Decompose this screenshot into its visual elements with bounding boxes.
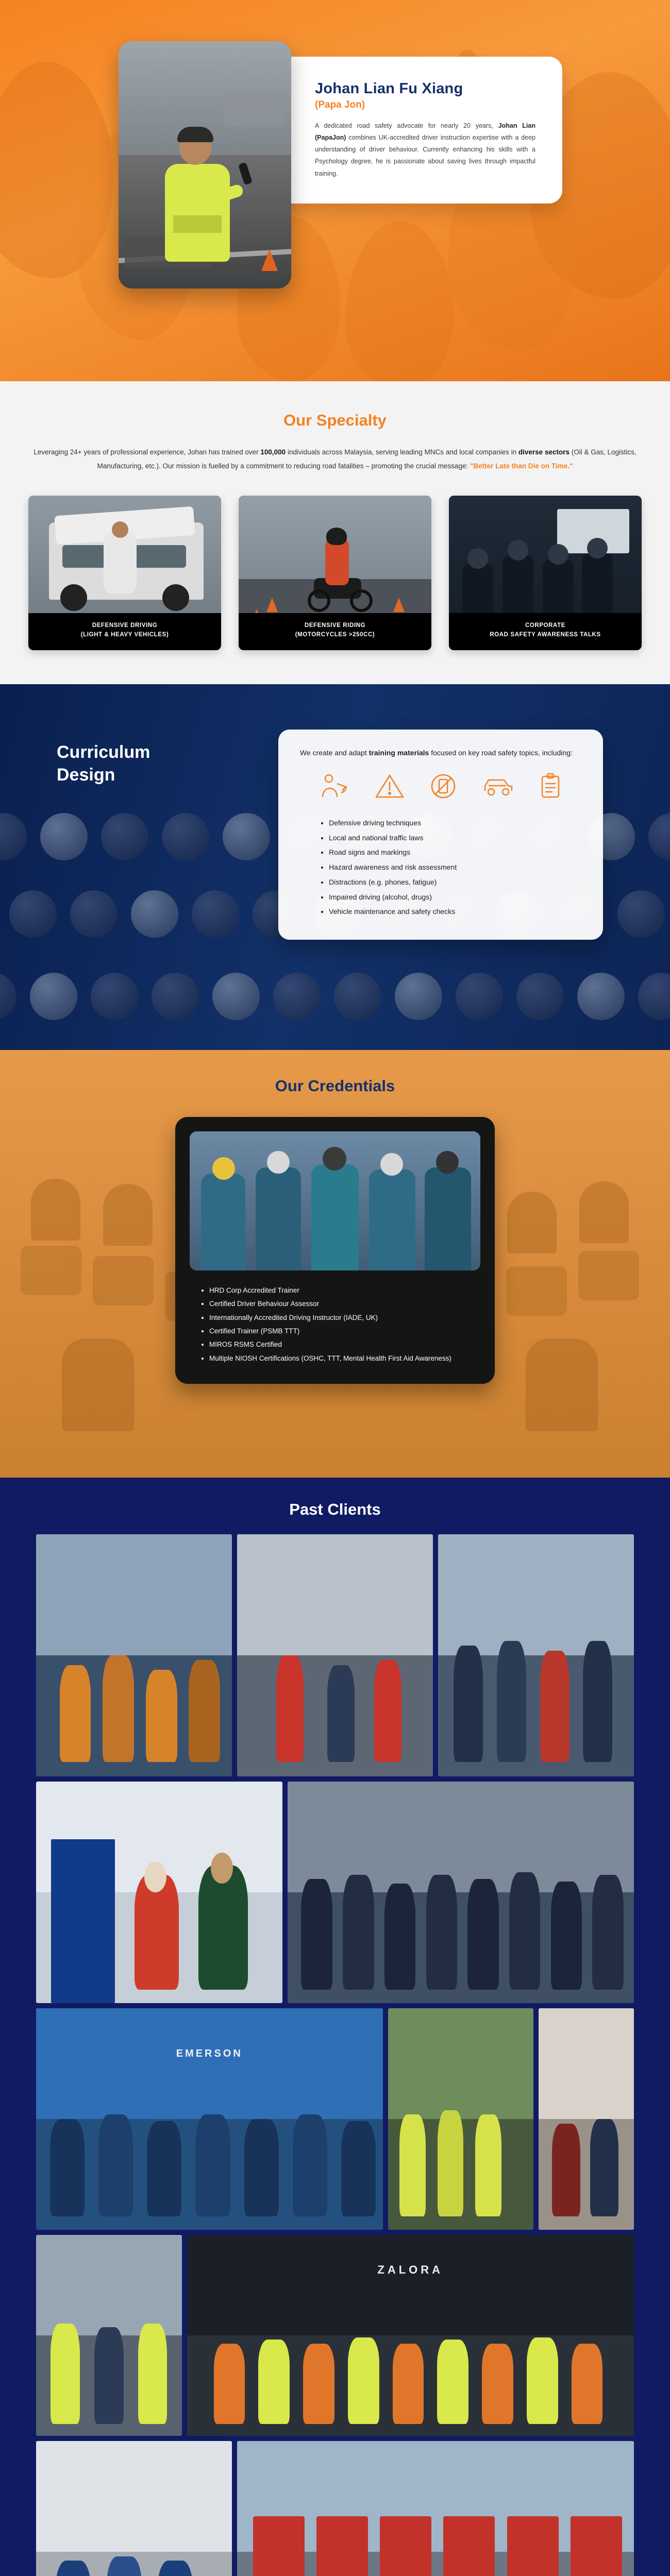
road-safety-booth-photo[interactable] [36, 1782, 282, 2003]
credentials-title: Our Credentials [275, 1077, 395, 1095]
factory-team-photo[interactable] [388, 2008, 534, 2230]
specialty-paragraph [28, 445, 642, 473]
list-item: • MIROS RSMS Certified [209, 1338, 480, 1351]
curriculum-title-line1: Curriculum [57, 742, 150, 762]
card-subtitle: ROAD SAFETY AWARENESS TALKS [490, 632, 601, 638]
card-title: DEFENSIVE DRIVING [92, 622, 158, 629]
specialty-quote: "Better Late than Die on Time." [470, 462, 573, 470]
trainer-bio [315, 120, 535, 180]
curriculum-icon-row [300, 759, 581, 812]
stadium-group-photo[interactable] [288, 1782, 634, 2003]
curriculum-title-line2: Design [57, 765, 115, 785]
card-title: CORPORATE [525, 622, 566, 629]
specialty-section [0, 381, 670, 684]
credentials-section [0, 1050, 670, 1478]
list-item: • Road signs and markings [329, 845, 581, 860]
auditorium-briefing-photo[interactable] [36, 1534, 232, 1776]
emerson-group-photo[interactable] [36, 2008, 383, 2230]
card-title: DEFENSIVE RIDING [304, 622, 366, 629]
list-item: • HRD Corp Accredited Trainer [209, 1284, 480, 1297]
bio-name-inline: Johan Lian (PapaJon) [315, 122, 535, 142]
past-clients-title: Past Clients [289, 1500, 381, 1518]
specialty-count: 100,000 [260, 448, 286, 456]
client-logo-label: ZALORA [377, 2263, 444, 2276]
specialty-text-b: individuals across Malaysia, serving leading MNCs and local companies in [286, 448, 518, 456]
client-logo-label: EMERSON [176, 2048, 243, 2060]
service-card-corporate-talks[interactable] [449, 496, 642, 650]
client-photo-grid [36, 1534, 634, 2576]
service-card-defensive-riding[interactable] [239, 496, 431, 650]
vehicle-icon [482, 772, 515, 800]
specialty-title: Our Specialty [283, 411, 387, 429]
trainer-portrait-photo [119, 41, 291, 289]
credentials-list [190, 1284, 480, 1365]
curriculum-title [57, 741, 222, 786]
truck-fleet-drivers-photo[interactable] [237, 2441, 634, 2576]
list-item: • Defensive driving techniques [329, 816, 581, 831]
credentials-card [175, 1117, 495, 1384]
card-subtitle: (LIGHT & HEAVY VEHICLES) [80, 632, 169, 638]
outdoor-group-photo[interactable] [438, 1534, 634, 1776]
specialty-text-a: Leveraging 24+ years of professional experience, Johan has trained over [34, 448, 261, 456]
hero-section [0, 0, 670, 381]
curriculum-panel [278, 730, 603, 940]
hazard-warning-icon [374, 772, 405, 800]
list-item: • Vehicle maintenance and safety checks [329, 904, 581, 919]
list-item: • Impaired driving (alcohol, drugs) [329, 890, 581, 905]
zalora-warehouse-photo[interactable] [187, 2235, 634, 2436]
indoor-session-photo[interactable] [539, 2008, 634, 2230]
service-card-caption [28, 613, 221, 650]
curriculum-heading-block [0, 684, 222, 786]
bio-part-1: A dedicated road safety advocate for nearly 20 years, [315, 122, 493, 129]
service-card-defensive-driving[interactable] [28, 496, 221, 650]
specialty-sectors: diverse sectors [518, 448, 569, 456]
classroom-session-photo[interactable] [36, 2441, 232, 2576]
lead-b: training materials [368, 749, 429, 757]
list-item: • Multiple NIOSH Certifications (OSHC, TTT, Mental Health First Aid Awareness) [209, 1352, 480, 1365]
service-card-caption [449, 613, 642, 650]
past-clients-section [0, 1478, 670, 2576]
list-item: • Certified Driver Behaviour Assessor [209, 1297, 480, 1311]
bio-part-2: combines UK-accredited driver instruction expertise with a deep understanding of driver behaviour. Currently enhancing his skills with a Psychology degree, he is passionate about saving lives through impactful training. [315, 134, 535, 177]
card-subtitle: (MOTORCYCLES >250CC) [295, 632, 375, 638]
lead-c: focused on key road safety topics, including: [429, 749, 573, 757]
specialty-text-c: (Oil & Gas, Logistics, Manufacturing, etc.). Our mission is fuelled by a commitment to reducing road fatalities – promoting the crucial message: [97, 448, 636, 470]
specialty-cards [28, 496, 642, 650]
list-item: • Internationally Accredited Driving Instructor (IADE, UK) [209, 1311, 480, 1325]
list-item: • Certified Trainer (PSMB TTT) [209, 1325, 480, 1338]
curriculum-section [0, 684, 670, 1050]
checklist-icon [538, 772, 563, 800]
safety-briefing-photo [190, 1131, 480, 1270]
trainer-alias: (Papa Jon) [315, 99, 365, 110]
list-item: • Hazard awareness and risk assessment [329, 860, 581, 875]
list-item: • Distractions (e.g. phones, fatigue) [329, 875, 581, 890]
list-item: • Local and national traffic laws [329, 831, 581, 845]
lead-a: We create and adapt [300, 749, 369, 757]
warehouse-cones-training-photo[interactable] [237, 1534, 433, 1776]
defensive-driving-icon [319, 772, 350, 800]
no-phone-icon [428, 772, 458, 800]
riders-lineup-photo[interactable] [36, 2235, 182, 2436]
trainer-bio-card [274, 57, 562, 204]
curriculum-topic-list [300, 816, 581, 919]
curriculum-lead [300, 747, 581, 759]
service-card-caption [239, 613, 431, 650]
trainer-name: Johan Lian Fu Xiang [315, 80, 463, 97]
